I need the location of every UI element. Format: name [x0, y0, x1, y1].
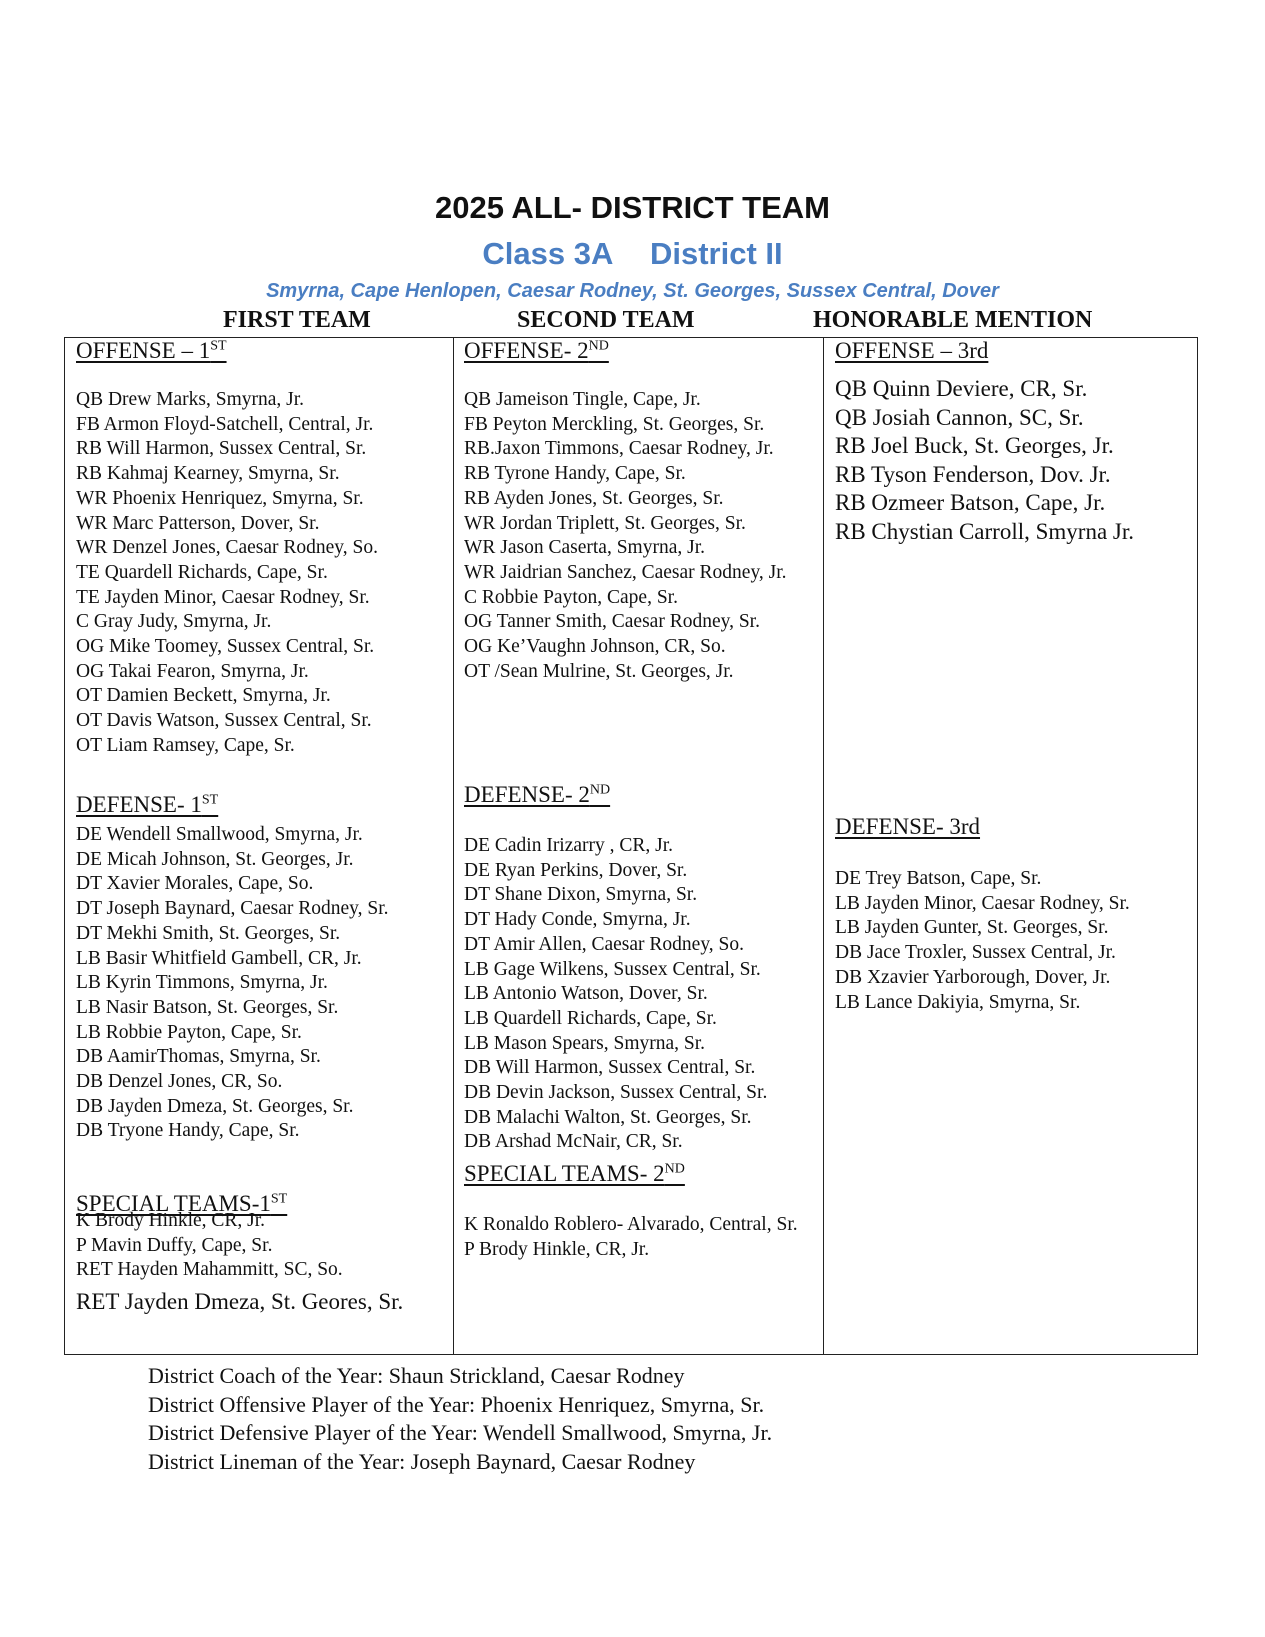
offensive-player-of-year: District Offensive Player of the Year: Phoenix Henriquez, Smyrna, Sr.: [148, 1391, 765, 1417]
player-entry: DT Hady Conde, Smyrna, Jr.: [464, 909, 691, 931]
district-label: District II: [649, 236, 783, 271]
page-title: 2025 ALL- DISTRICT TEAM: [435, 190, 830, 225]
player-entry: LB Jayden Gunter, St. Georges, Sr.: [835, 917, 1109, 939]
player-entry: QB Jameison Tingle, Cape, Jr.: [464, 389, 701, 410]
class-label: Class 3A: [482, 236, 614, 271]
player-entry: C Robbie Payton, Cape, Sr.: [464, 586, 678, 608]
schools-list: Smyrna, Cape Henlopen, Caesar Rodney, St. Georges, Sussex Central, Dover: [266, 280, 999, 302]
player-entry: P Brody Hinkle, CR, Jr.: [464, 1238, 650, 1260]
class-district-heading: [0, 236, 1265, 272]
player-entry: OG Tanner Smith, Caesar Rodney, Sr.: [464, 611, 760, 633]
first-offense-list: [76, 388, 378, 759]
player-entry: LB Jayden Minor, Caesar Rodney, Sr.: [835, 892, 1130, 914]
player-entry: WR Jordan Triplett, St. Georges, Sr.: [464, 512, 746, 534]
player-entry: LB Quardell Richards, Cape, Sr.: [464, 1007, 717, 1029]
player-entry: LB Gage Wilkens, Sussex Central, Sr.: [464, 958, 761, 980]
player-entry: DE Wendell Smallwood, Smyrna, Jr.: [76, 824, 363, 845]
column-divider: [823, 338, 824, 1354]
player-entry: OG Ke’Vaughn Johnson, CR, So.: [464, 636, 726, 658]
player-entry: DE Micah Johnson, St. Georges, Jr.: [76, 848, 354, 870]
player-entry: RB Kahmaj Kearney, Smyrna, Sr.: [76, 463, 340, 485]
second-special-title: SPECIAL TEAMS- 2ND: [464, 1161, 685, 1186]
second-defense-title: DEFENSE- 2ND: [464, 782, 611, 807]
player-entry: WR Jason Caserta, Smyrna, Jr.: [464, 537, 706, 559]
player-entry: DE Ryan Perkins, Dover, Sr.: [464, 859, 688, 881]
player-entry: RB.Jaxon Timmons, Caesar Rodney, Jr.: [464, 438, 774, 460]
player-entry: DB Will Harmon, Sussex Central, Sr.: [464, 1057, 756, 1079]
first-team-heading: FIRST TEAM: [223, 307, 371, 333]
player-entry: RET Hayden Mahammitt, SC, So.: [76, 1259, 343, 1281]
lineman-of-year: District Lineman of the Year: Joseph Baynard, Caesar Rodney: [148, 1448, 696, 1474]
player-entry: DB Malachi Walton, St. Georges, Sr.: [464, 1106, 752, 1128]
player-entry: DB Jace Troxler, Sussex Central, Jr.: [835, 942, 1116, 964]
player-entry: K Ronaldo Roblero- Alvarado, Central, Sr.: [464, 1214, 798, 1235]
player-entry: RB Will Harmon, Sussex Central, Sr.: [76, 438, 367, 460]
player-entry: LB Basir Whitfield Gambell, CR, Jr.: [76, 947, 362, 969]
honorable-mention-heading: HONORABLE MENTION: [813, 307, 1093, 333]
first-defense-title: DEFENSE- 1ST: [76, 792, 219, 817]
player-entry: DB Tryone Handy, Cape, Sr.: [76, 1120, 300, 1142]
player-entry: OT Davis Watson, Sussex Central, Sr.: [76, 710, 372, 732]
player-entry: DB Denzel Jones, CR, So.: [76, 1071, 283, 1093]
player-entry: DT Shane Dixon, Smyrna, Sr.: [464, 884, 698, 906]
second-special-list: [464, 1213, 798, 1262]
first-special-last: RET Jayden Dmeza, St. Geores, Sr.: [76, 1289, 404, 1314]
player-entry: LB Kyrin Timmons, Smyrna, Jr.: [76, 972, 328, 994]
column-divider: [453, 338, 454, 1354]
player-entry: DB Arshad McNair, CR, Sr.: [464, 1131, 683, 1153]
first-offense-title: OFFENSE – 1ST: [76, 338, 227, 363]
player-entry: OT Damien Beckett, Smyrna, Jr.: [76, 685, 331, 707]
player-entry: DE Trey Batson, Cape, Sr.: [835, 868, 1042, 889]
player-entry: WR Phoenix Henriquez, Smyrna, Sr.: [76, 487, 364, 509]
awards-section: [148, 1362, 772, 1476]
player-entry: P Mavin Duffy, Cape, Sr.: [76, 1234, 273, 1256]
player-entry: RB Tyson Fenderson, Dov. Jr.: [835, 461, 1111, 487]
player-entry: WR Denzel Jones, Caesar Rodney, So.: [76, 537, 379, 559]
first-special-list: [76, 1209, 343, 1283]
player-entry: RB Tyrone Handy, Cape, Sr.: [464, 463, 686, 485]
player-entry: DT Joseph Baynard, Caesar Rodney, Sr.: [76, 898, 389, 920]
player-entry: K Brody Hinkle, CR, Jr.: [76, 1210, 266, 1231]
player-entry: RB Joel Buck, St. Georges, Jr.: [835, 433, 1114, 458]
coach-of-year: District Coach of the Year: Shaun Strickland, Caesar Rodney: [148, 1363, 685, 1388]
player-entry: FB Peyton Merckling, St. Georges, Sr.: [464, 413, 765, 435]
player-entry: FB Armon Floyd-Satchell, Central, Jr.: [76, 413, 374, 435]
first-special-title: SPECIAL TEAMS-1ST: [76, 1191, 288, 1216]
player-entry: DB Devin Jackson, Sussex Central, Sr.: [464, 1082, 768, 1104]
second-offense-list: [464, 388, 787, 684]
roster-table: [64, 337, 1198, 1355]
player-entry: RB Ozmeer Batson, Cape, Jr.: [835, 490, 1106, 515]
player-entry: OT Liam Ramsey, Cape, Sr.: [76, 734, 295, 756]
player-entry: LB Lance Dakiyia, Smyrna, Sr.: [835, 991, 1081, 1013]
player-entry: LB Antonio Watson, Dover, Sr.: [464, 983, 708, 1005]
second-defense-list: [464, 834, 767, 1155]
player-entry: DT Xavier Morales, Cape, So.: [76, 873, 314, 895]
player-entry: OG Mike Toomey, Sussex Central, Sr.: [76, 636, 375, 658]
player-entry: OG Takai Fearon, Smyrna, Jr.: [76, 660, 309, 682]
honorable-offense-list: [835, 375, 1134, 546]
player-entry: LB Nasir Batson, St. Georges, Sr.: [76, 996, 339, 1018]
player-entry: QB Quinn Deviere, CR, Sr.: [835, 376, 1088, 401]
player-entry: DB Jayden Dmeza, St. Georges, Sr.: [76, 1095, 354, 1117]
player-entry: QB Drew Marks, Smyrna, Jr.: [76, 389, 305, 410]
player-entry: TE Jayden Minor, Caesar Rodney, Sr.: [76, 586, 370, 608]
player-entry: QB Josiah Cannon, SC, Sr.: [835, 404, 1084, 430]
second-team-heading: SECOND TEAM: [517, 307, 695, 333]
player-entry: WR Jaidrian Sanchez, Caesar Rodney, Jr.: [464, 561, 787, 583]
player-entry: LB Mason Spears, Smyrna, Sr.: [464, 1032, 706, 1054]
player-entry: WR Marc Patterson, Dover, Sr.: [76, 512, 320, 534]
player-entry: RB Ayden Jones, St. Georges, Sr.: [464, 487, 724, 509]
player-entry: LB Robbie Payton, Cape, Sr.: [76, 1021, 302, 1043]
player-entry: C Gray Judy, Smyrna, Jr.: [76, 611, 272, 633]
honorable-defense-list: [835, 867, 1130, 1015]
first-defense-list: [76, 823, 389, 1144]
player-entry: TE Quardell Richards, Cape, Sr.: [76, 561, 328, 583]
player-entry: DE Cadin Irizarry , CR, Jr.: [464, 835, 674, 856]
player-entry: DB Xzavier Yarborough, Dover, Jr.: [835, 966, 1111, 988]
player-entry: RB Chystian Carroll, Smyrna Jr.: [835, 518, 1134, 544]
second-offense-title: OFFENSE- 2ND: [464, 338, 609, 363]
player-entry: OT /Sean Mulrine, St. Georges, Jr.: [464, 660, 734, 682]
defensive-player-of-year: District Defensive Player of the Year: Wendell Smallwood, Smyrna, Jr.: [148, 1420, 773, 1445]
honorable-defense-title: DEFENSE- 3rd: [835, 814, 981, 839]
player-entry: DT Amir Allen, Caesar Rodney, So.: [464, 933, 745, 955]
honorable-offense-title: OFFENSE – 3rd: [835, 338, 989, 363]
player-entry: DT Mekhi Smith, St. Georges, Sr.: [76, 922, 341, 944]
player-entry: DB AamirThomas, Smyrna, Sr.: [76, 1046, 321, 1068]
